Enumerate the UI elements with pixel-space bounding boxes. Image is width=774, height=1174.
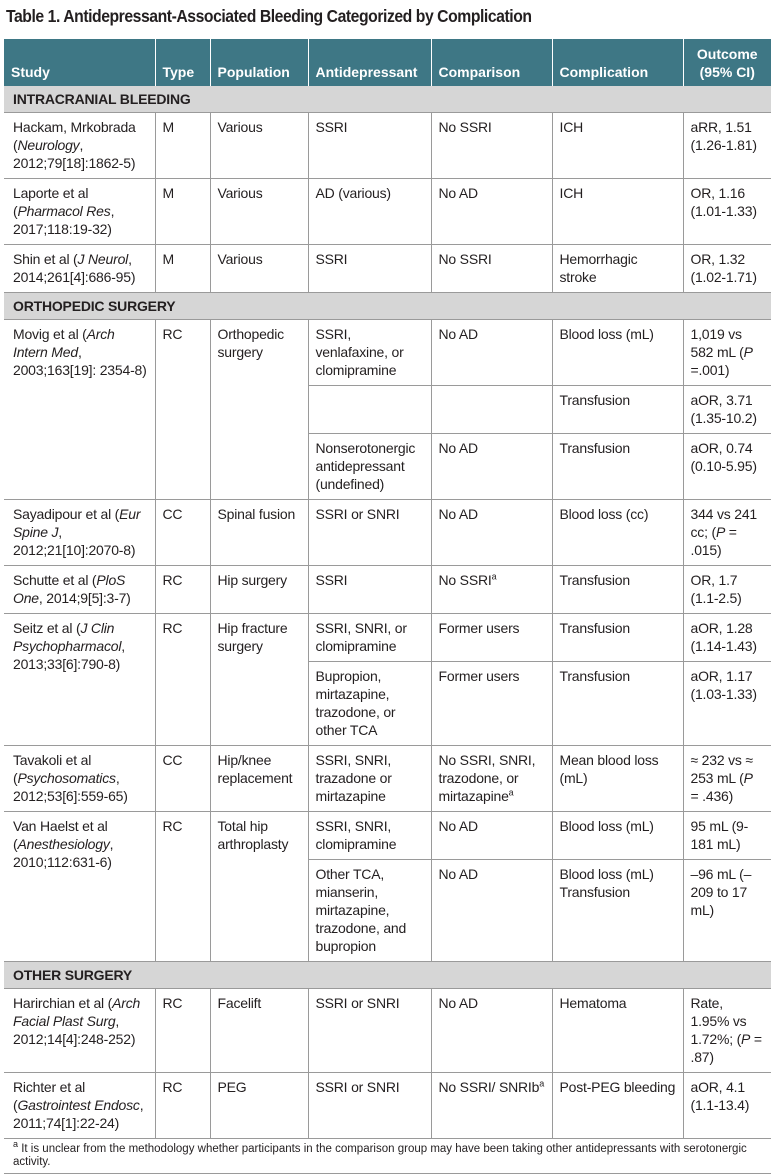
outcome-cell: aOR, 4.1 (1.1-13.4) (683, 1073, 771, 1139)
antidepressant-cell: SSRI, SNRI, or clomipramine (308, 614, 431, 662)
study-cell: Shin et al (J Neurol, 2014;261[4]:686-95) (4, 245, 155, 293)
study-cell: Hackam, Mrkobrada (Neurology, 2012;79[18]:1862-5) (4, 113, 155, 179)
complication-cell: Post-PEG bleeding (552, 1073, 683, 1139)
table-row (4, 245, 771, 293)
complication-cell: Transfusion (552, 566, 683, 614)
table-row (4, 812, 771, 860)
antidepressant-cell: SSRI or SNRI (308, 500, 431, 566)
complication-cell: ICH (552, 179, 683, 245)
outcome-cell: 344 vs 241 cc; (P = .015) (683, 500, 771, 566)
header-row (4, 39, 771, 86)
complication-cell: Hematoma (552, 989, 683, 1073)
population-cell: Hip fracture surgery (210, 614, 308, 746)
complication-cell: Mean blood loss (mL) (552, 746, 683, 812)
comparison-cell: No SSRI$^a$ (431, 566, 552, 614)
comparison-cell: No AD (431, 434, 552, 500)
antidepressant-cell: Bupropion, mirtazapine, trazodone, or other TCA (308, 662, 431, 746)
type-cell: RC (155, 812, 210, 962)
header-comparison: Comparison (431, 39, 552, 86)
complication-cell: Blood loss (mL) (552, 320, 683, 386)
antidepressant-cell: AD (various) (308, 179, 431, 245)
comparison-cell: No SSRI (431, 245, 552, 293)
type-cell: RC (155, 614, 210, 746)
header-antidepressant: Antidepressant (308, 39, 431, 86)
outcome-cell: aOR, 3.71 (1.35-10.2) (683, 386, 771, 434)
antidepressant-cell: SSRI, SNRI, trazadone or mirtazapine (308, 746, 431, 812)
table-row (4, 989, 771, 1073)
study-cell: Harirchian et al (Arch Facial Plast Surg, 2012;14[4]:248-252) (4, 989, 155, 1073)
outcome-cell: ≈ 232 vs ≈ 253 mL (P = .436) (683, 746, 771, 812)
comparison-cell (431, 386, 552, 434)
population-cell: Various (210, 179, 308, 245)
population-cell: Total hip arthroplasty (210, 812, 308, 962)
outcome-cell: OR, 1.7 (1.1-2.5) (683, 566, 771, 614)
header-outcome-line2: (95% CI) (699, 64, 755, 80)
header-complication: Complication (552, 39, 683, 86)
antidepressant-cell: SSRI (308, 245, 431, 293)
study-cell: Movig et al (Arch Intern Med, 2003;163[19]: 2354-8) (4, 320, 155, 500)
outcome-cell: aOR, 1.28 (1.14-1.43) (683, 614, 771, 662)
bleeding-table (4, 39, 771, 1174)
comparison-cell: No AD (431, 989, 552, 1073)
population-cell: Hip/knee replacement (210, 746, 308, 812)
outcome-cell: OR, 1.16 (1.01-1.33) (683, 179, 771, 245)
section-orthopedic (4, 293, 771, 320)
footnote-text: It is unclear from the methodology whether participants in the comparison group may have been taking other antidepressants with serotonergic activity. (13, 1143, 747, 1168)
population-cell: Various (210, 245, 308, 293)
table-row (4, 746, 771, 812)
outcome-cell: aOR, 0.74 (0.10-5.95) (683, 434, 771, 500)
type-cell: CC (155, 746, 210, 812)
table-row (4, 179, 771, 245)
type-cell: RC (155, 566, 210, 614)
antidepressant-cell: SSRI or SNRI (308, 989, 431, 1073)
outcome-cell: Rate, 1.95% vs 1.72%; (P = .87) (683, 989, 771, 1073)
population-cell: PEG (210, 1073, 308, 1139)
antidepressant-cell: Nonserotonergic antidepressant (undefined) (308, 434, 431, 500)
study-cell: Laporte et al (Pharmacol Res, 2017;118:19-32) (4, 179, 155, 245)
type-cell: RC (155, 320, 210, 500)
comparison-cell: Former users (431, 662, 552, 746)
study-cell: Sayadipour et al (Eur Spine J, 2012;21[10]:2070-8) (4, 500, 155, 566)
comparison-cell: No AD (431, 812, 552, 860)
type-cell: M (155, 179, 210, 245)
comparison-cell: No SSRI, SNRI, trazodone, or mirtazapine$^a$ (431, 746, 552, 812)
antidepressant-cell: Other TCA, mianserin, mirtazapine, trazodone, and bupropion (308, 860, 431, 962)
outcome-cell: 95 mL (9-181 mL) (683, 812, 771, 860)
population-cell: Various (210, 113, 308, 179)
complication-cell: Transfusion (552, 386, 683, 434)
complication-cell: ICH (552, 113, 683, 179)
type-cell: M (155, 113, 210, 179)
table-row (4, 1073, 771, 1139)
population-cell: Spinal fusion (210, 500, 308, 566)
complication-cell: Transfusion (552, 614, 683, 662)
table-row (4, 566, 771, 614)
antidepressant-cell: SSRI (308, 566, 431, 614)
population-cell: Orthopedic surgery (210, 320, 308, 500)
comparison-cell: No SSRI/ SNRIb$^a$ (431, 1073, 552, 1139)
comparison-cell: No AD (431, 860, 552, 962)
study-cell: Tavakoli et al (Psychosomatics, 2012;53[6]:559-65) (4, 746, 155, 812)
study-cell: Schutte et al (PloS One, 2014;9[5]:3-7) (4, 566, 155, 614)
header-study: Study (4, 39, 155, 86)
outcome-cell: 1,019 vs 582 mL (P =.001) (683, 320, 771, 386)
study-cell: Van Haelst et al (Anesthesiology, 2010;112:631-6) (4, 812, 155, 962)
outcome-cell: –96 mL (–209 to 17 mL) (683, 860, 771, 962)
header-outcome (683, 39, 771, 86)
antidepressant-cell: SSRI (308, 113, 431, 179)
antidepressant-cell: SSRI, venlafaxine, or clomipramine (308, 320, 431, 386)
antidepressant-cell: SSRI, SNRI, clomipramine (308, 812, 431, 860)
header-type: Type (155, 39, 210, 86)
table-row (4, 500, 771, 566)
header-outcome-line1: Outcome (696, 46, 758, 62)
outcome-cell: aOR, 1.17 (1.03-1.33) (683, 662, 771, 746)
footnote (4, 1139, 771, 1174)
antidepressant-cell: SSRI or SNRI (308, 1073, 431, 1139)
section-label: OTHER SURGERY (4, 962, 771, 989)
antidepressant-cell (308, 386, 431, 434)
complication-cell: Blood loss (cc) (552, 500, 683, 566)
table-row (4, 614, 771, 662)
comparison-cell: No AD (431, 500, 552, 566)
comparison-cell: No SSRI (431, 113, 552, 179)
complication-cell: Transfusion (552, 434, 683, 500)
comparison-cell: No AD (431, 179, 552, 245)
header-population: Population (210, 39, 308, 86)
table-title: Table 1. Antidepressant-Associated Bleeding Categorized by Complication (6, 6, 532, 26)
footnote-row (4, 1139, 771, 1174)
complication-cell: Blood loss (mL) Transfusion (552, 860, 683, 962)
section-intracranial (4, 86, 771, 113)
complication-cell: Transfusion (552, 662, 683, 746)
population-cell: Facelift (210, 989, 308, 1073)
type-cell: M (155, 245, 210, 293)
type-cell: CC (155, 500, 210, 566)
population-cell: Hip surgery (210, 566, 308, 614)
comparison-cell: No AD (431, 320, 552, 386)
outcome-cell: OR, 1.32 (1.02-1.71) (683, 245, 771, 293)
section-label: ORTHOPEDIC SURGERY (4, 293, 771, 320)
type-cell: RC (155, 989, 210, 1073)
study-cell: Seitz et al (J Clin Psychopharmacol, 2013;33[6]:790-8) (4, 614, 155, 746)
complication-cell: Blood loss (mL) (552, 812, 683, 860)
table-row (4, 113, 771, 179)
complication-cell: Hemorrhagic stroke (552, 245, 683, 293)
study-cell: Richter et al (Gastrointest Endosc, 2011;74[1]:22-24) (4, 1073, 155, 1139)
footnote-marker: a (13, 1139, 19, 1150)
type-cell: RC (155, 1073, 210, 1139)
comparison-cell: Former users (431, 614, 552, 662)
table-row (4, 320, 771, 386)
outcome-cell: aRR, 1.51 (1.26-1.81) (683, 113, 771, 179)
section-label: INTRACRANIAL BLEEDING (4, 86, 771, 113)
section-other (4, 962, 771, 989)
